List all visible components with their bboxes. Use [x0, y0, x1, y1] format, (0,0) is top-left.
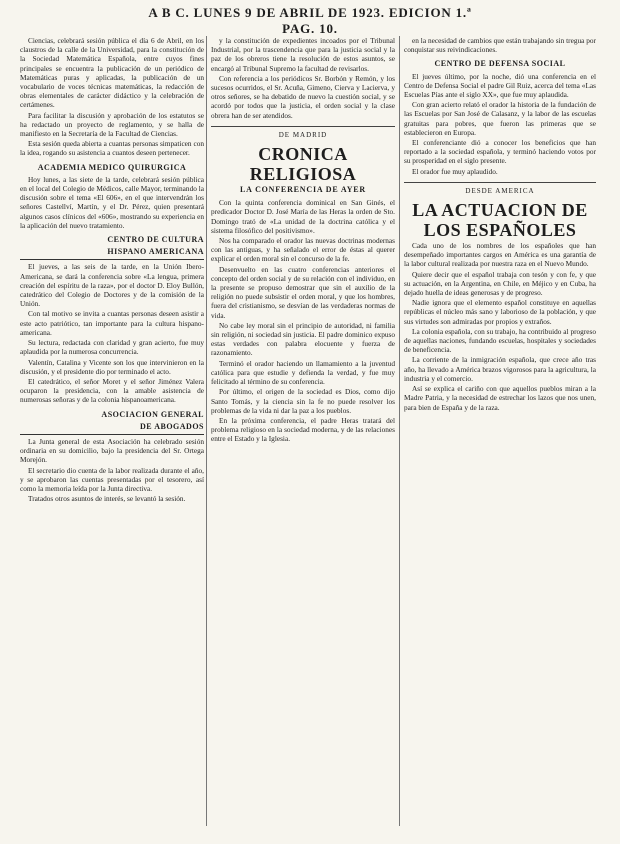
paragraph: Nos ha comparado el orador las nuevas doctrinas modernas con las antiguas, y ha señalado el error de éstas al querer explicar el orden moral sin el concurso de la fe. — [211, 236, 395, 264]
paragraph: Hoy lunes, a las siete de la tarde, celebrará sesión pública en el local del Colegio de Médicos, calle Mayor, terminando la discusión sobre el tema «El 606», en el que intervendrán los señores Castellví, Martín, y el Dr. Pérez, quien presentará algunos casos clínicos del «606», mostrando su experiencia en la aplicación del nuevo tratamiento. — [20, 174, 204, 230]
paragraph: Así se explica el cariño con que aquellos pueblos miran a la Madre Patria, y la necesidad de estrechar los lazos que nos unen, para bien de España y de la raza. — [404, 384, 596, 412]
paragraph: y la constitución de expedientes incoados por el Tribunal Industrial, por la trascendencia que para la justicia social y la paz de los obreros tiene la resolución de estos asuntos, se encargó al Tribunal Supremo la facultad de revisarlos. — [211, 36, 395, 73]
section-heading: ASOCIACION GENERAL — [101, 409, 204, 419]
column-1 — [20, 36, 204, 836]
paragraph: No cabe ley moral sin el principio de autoridad, ni familia sin religión, ni sociedad sin justicia. El padre dominico expuso estas verdades con palabra elocuente y fuerza de razonamiento. — [211, 320, 395, 358]
paragraph: Por último, el origen de la sociedad es Dios, como dijo Santo Tomás, y la ciencia sin la fe no puede resolver los problemas de la vida ni dar la paz a los pueblos. — [211, 387, 395, 415]
paragraph: Con la quinta conferencia dominical en San Ginés, el predicador Doctor D. José María de las Heras la orden de Sto. Domingo trató de «La unidad de la doctrina católica y el sistema filosófico del positivismo». — [211, 198, 395, 235]
article-title: CRONICA RELIGIOSA — [249, 144, 357, 185]
section-heading: CENTRO DE DEFENSA SOCIAL — [434, 59, 566, 69]
divider — [404, 182, 596, 183]
paragraph: Quiere decir que el español trabaja con tesón y con fe, y que su actuación, en la Argentina, en Chile, en Méjico y en Cuba, ha dejado huella de ideas generosas y de progreso. — [404, 269, 596, 298]
divider — [20, 434, 204, 435]
paragraph: La Junta general de esta Asociación ha celebrado sesión ordinaria en su domicilio, bajo la presidencia del Sr. Ortega Morejón. — [20, 436, 204, 465]
paragraph: Esta sesión queda abierta a cuantas personas simpaticen con la idea, rogando su asistencia a cuantos deseen pertenecer. — [20, 139, 204, 158]
section-heading: HISPANO AMERICANA — [107, 247, 204, 257]
paragraph: Desenvuelto en las cuatro conferencias anteriores el concepto del orden social y de su relación con el individuo, en la presente se propuso demostrar que sin el auxilio de la religión no puede subsistir el orden moral, y que los hombres, fuera del cristianismo, se desvían de las verdaderas normas de vida. — [211, 264, 395, 320]
paragraph: Con gran acierto relató el orador la historia de la fundación de las Escuelas por San José de Calasanz, y la labor de las escuelas gratuitas para pobres, que fueron las primeras que se establecieron en Europa. — [404, 100, 596, 137]
paragraph: en la necesidad de cambios que están trabajando sin tregua por conquistar sus reivindicaciones. — [404, 36, 596, 55]
paragraph: Tratados otros asuntos de interés, se levantó la sesión. — [28, 494, 186, 504]
paragraph: Para facilitar la discusión y aprobación de los estatutos se ha redactado un proyecto de reglamento, y se halla de manifiesto en la Secretaría de la Facultad de Ciencias. — [20, 110, 204, 139]
paragraph: La colonia española, con su trabajo, ha contribuido al progreso de aquellas naciones, fundando escuelas, hospitales y sociedades de beneficencia. — [404, 326, 596, 355]
section-heading: ACADEMIA MEDICO QUIRURGICA — [37, 162, 187, 172]
divider — [211, 126, 395, 127]
section-heading: CENTRO DE CULTURA — [107, 235, 204, 245]
article-subtitle: LA CONFERENCIA DE AYER — [240, 185, 366, 195]
paragraph: El conferenciante dió a conocer los beneficios que han reportado a la sociedad española, y terminó haciendo votos por su prosperidad en el siglo presente. — [404, 138, 596, 166]
paragraph: La corriente de la inmigración española, que crece año tras año, ha llevado a América brazos vigorosos para la agricultura, la industria y el comercio. — [404, 355, 596, 383]
paragraph: Con referencia a los periódicos Sr. Borbón y Remón, y los sucesos ocurridos, el Sr. Acuña, Gimeno, Cierva y Lacierva, y otros señores, se ha debatido de nuevo la cuestión social, y se acordó por todos que la justicia, el orden social y la clase obrera han de ser atendidos. — [211, 73, 395, 120]
section-heading: DE ABOGADOS — [140, 421, 204, 431]
column-3 — [404, 36, 596, 836]
column-divider — [206, 36, 207, 826]
paragraph: Nadie ignora que el elemento español constituye en aquellas repúblicas el núcleo más sano y laborioso de la población, y que sus virtudes son admiradas por propios y extraños. — [404, 298, 596, 326]
paragraph: Cada uno de los nombres de los españoles que han desempeñado importantes cargos en América es una garantía de la labor cultural realizada por nuestra raza en el Nuevo Mundo. — [404, 241, 596, 269]
paragraph: Su lectura, redactada con claridad y gran acierto, fue muy aplaudida por la numerosa concurrencia. — [20, 338, 204, 357]
section-kicker: DESDE AMERICA — [465, 186, 535, 195]
column-2 — [211, 36, 395, 836]
paragraph: El orador fue muy aplaudido. — [412, 166, 498, 176]
column-divider — [399, 36, 400, 826]
paragraph: Ciencias, celebrará sesión pública el día 6 de Abril, en los claustros de la calle de la Universidad, para la constitución de la Sociedad Matemática Española, entre cuyos fines principales se encuentra la publicación de un periódico de Matemáticas puras y aplicadas, la publicación de un vocabulario de voces técnicas matemáticas, la redacción de obras elementales de carácter didáctico y la celebración de certámenes. — [20, 36, 204, 110]
paragraph: Terminó el orador haciendo un llamamiento a la juventud católica para que estudie y defienda la verdad, y fue muy felicitado al término de su conferencia. — [211, 358, 395, 387]
paragraph: En la próxima conferencia, el padre Heras tratará del problema religioso en la sociedad moderna, y de las relaciones entre el Estado y la Iglesia. — [211, 415, 395, 444]
article-title: LA ACTUACION DE LOS ESPAÑOLES — [412, 200, 588, 241]
paragraph: El jueves último, por la noche, dió una conferencia en el Centro de Defensa Social el padre Gil Ruiz, acerca del tema «Las Escuelas Pías ante el siglo XX», que fue muy aplaudida. — [404, 71, 596, 100]
divider — [20, 259, 204, 260]
paragraph: Con tal motivo se invita a cuantas personas deseen asistir a este acto patriótico, tan importante para la cultura hispano-americana. — [20, 309, 204, 337]
paragraph: El jueves, a las seis de la tarde, en la Unión Ibero-Americana, se dará la conferencia sobre «La lengua, primera creación del espíritu de la raza», por el doctor D. Eloy Bullón, catedrático del Colegio de Doctores y de la comisión de la Unión. — [20, 262, 204, 309]
paragraph: El catedrático, el señor Moret y el señor Jiménez Valera ocuparon la presidencia, con la amable asistencia de numerosas señoras y de la colonia hispanoamericana. — [20, 376, 204, 405]
paragraph: El secretario dio cuenta de la labor realizada durante el año, y se aprobaron las cuentas presentadas por el tesorero, así como la memoria leída por la Junta directiva. — [20, 465, 204, 493]
section-kicker: DE MADRID — [278, 130, 328, 139]
page-header: A B C. LUNES 9 DE ABRIL DE 1923. EDICION 1.ª PAG. 10. — [148, 5, 472, 36]
paragraph: Valentín, Catalina y Vicente son los que intervinieron en la discusión, y el presidente dio por terminado el acto. — [20, 357, 204, 376]
